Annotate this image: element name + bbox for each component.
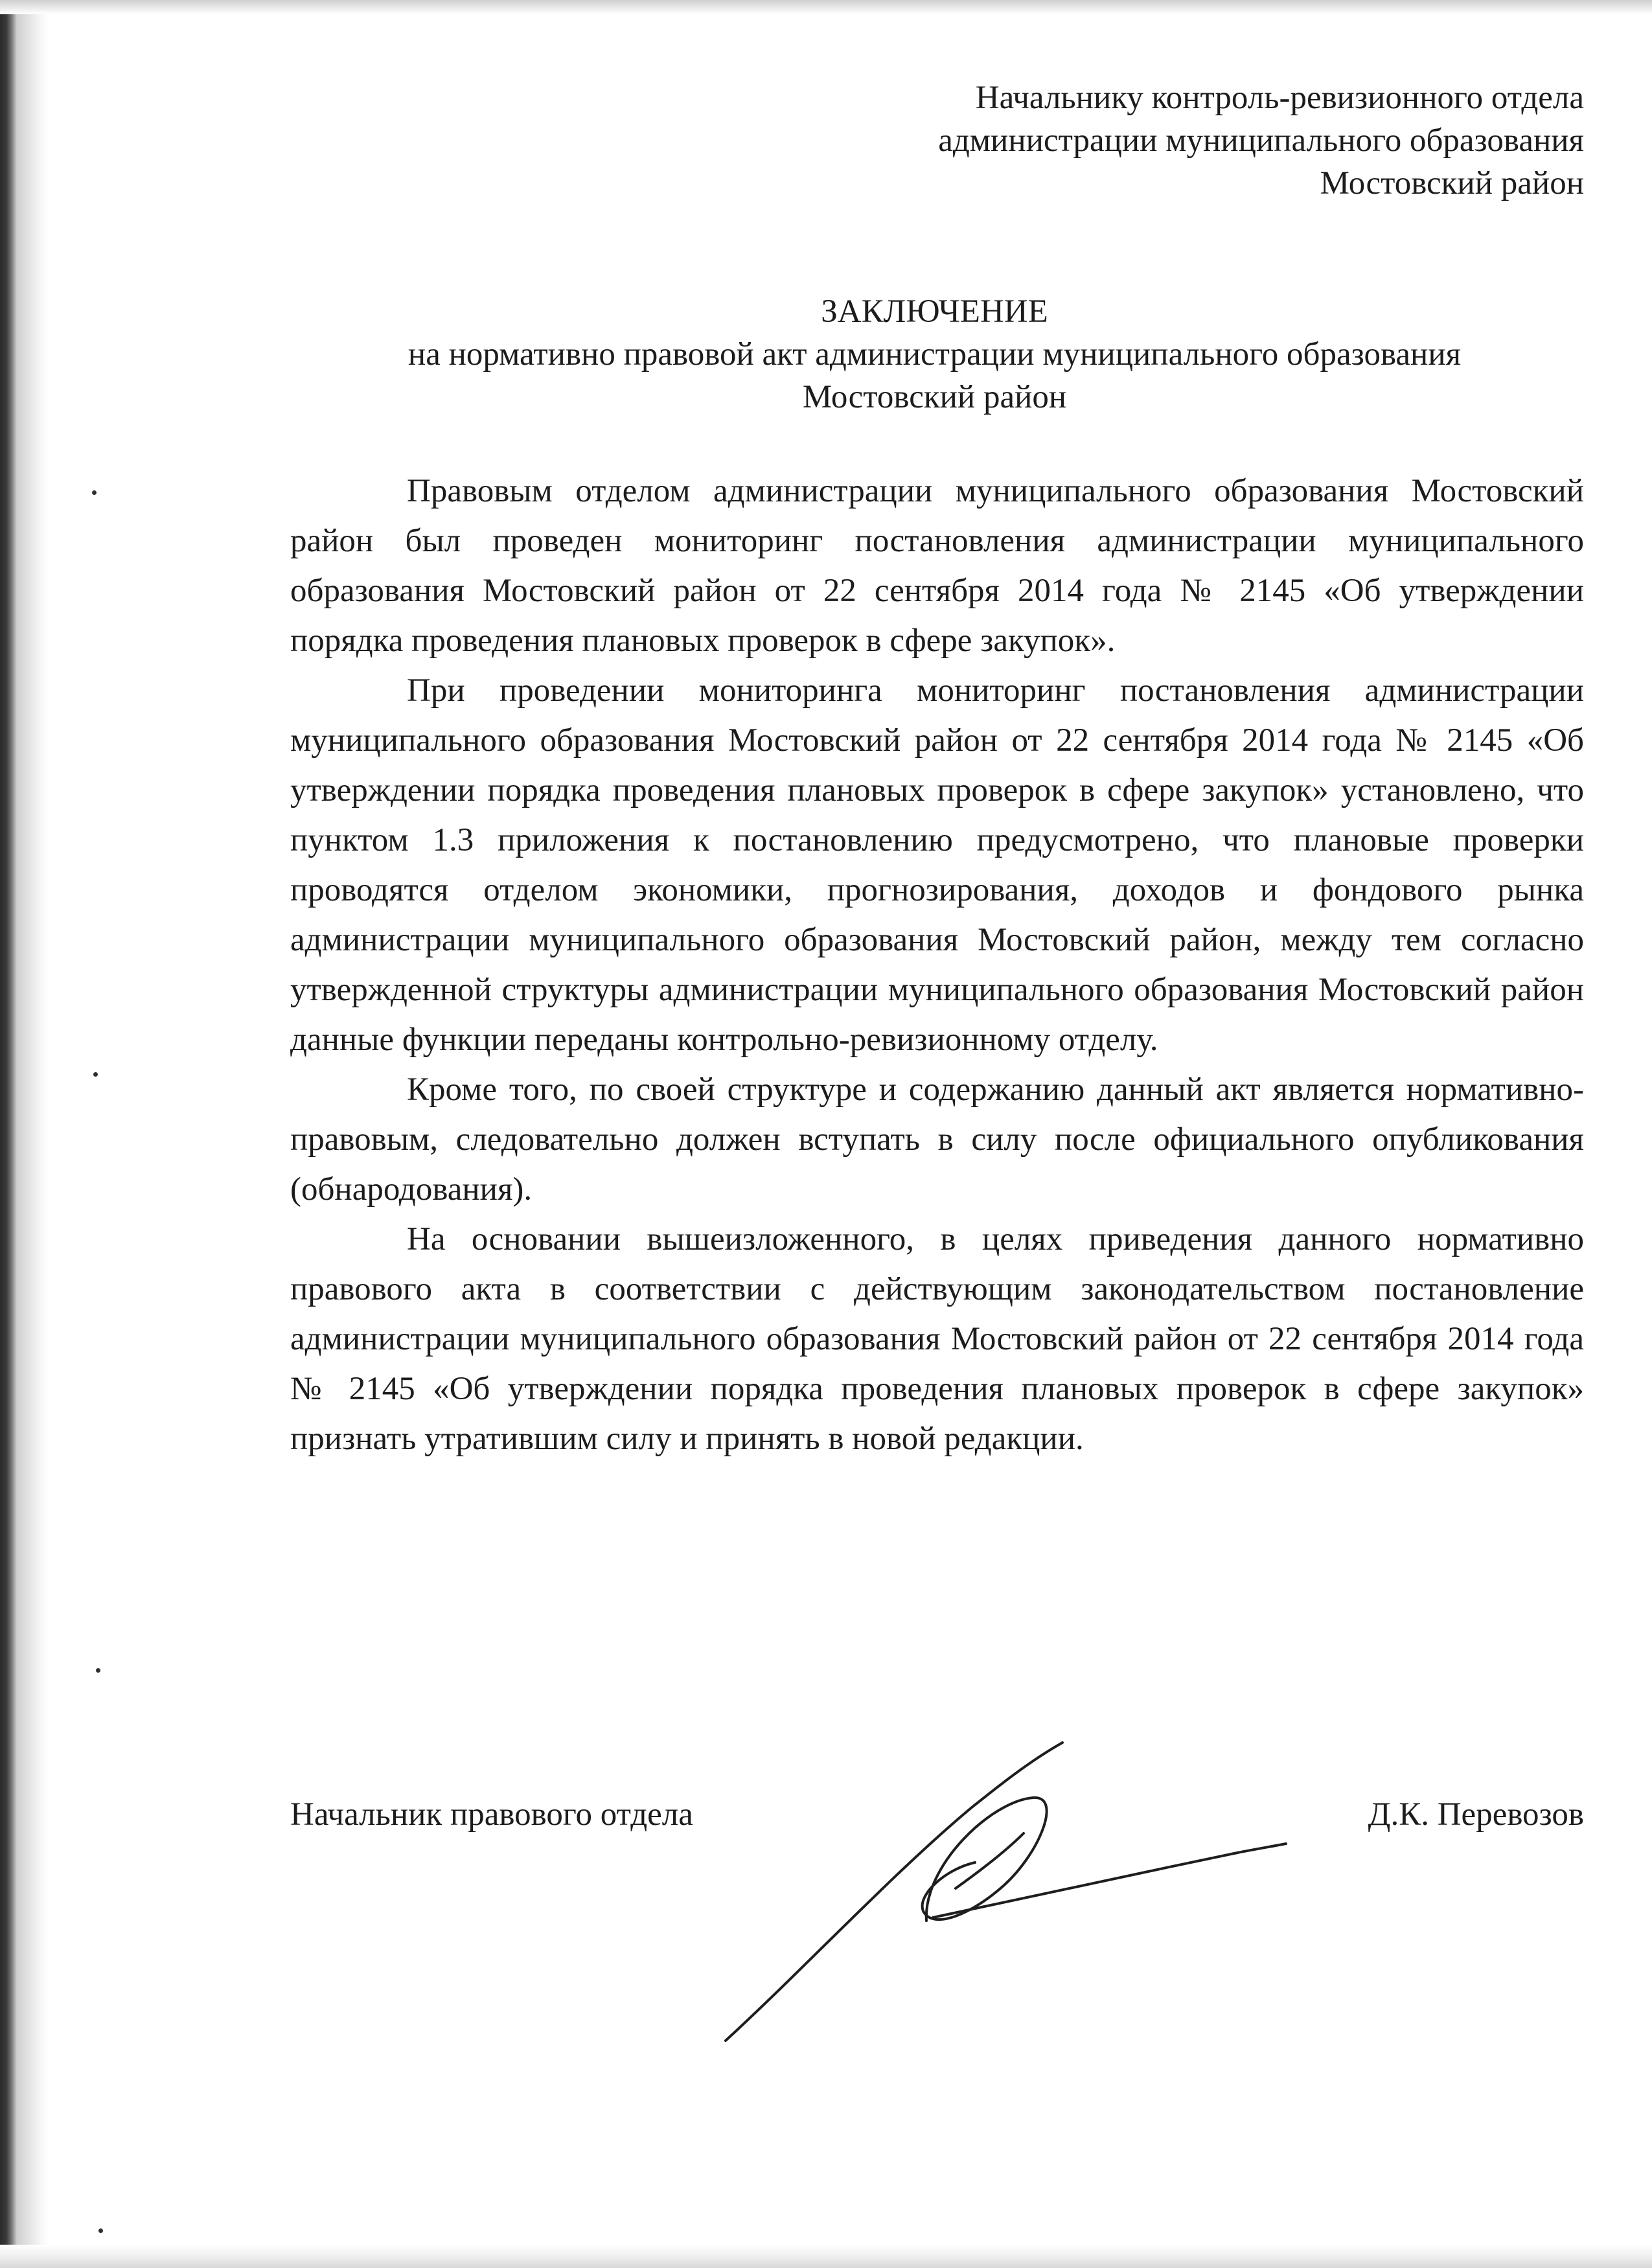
body-paragraph: Правовым отделом администрации муниципального образования Мостовский район был проведен мониторинг постановления администрации муниципального образования Мостовский район от 22 сентября 2014 года № 2145 «Об утверждении порядка проведения плановых проверок в сфере закупок». — [290, 473, 1584, 659]
addressee-line-1: Начальнику контроль-ревизионного отдела — [975, 80, 1584, 116]
scan-speck — [98, 2228, 103, 2233]
body-paragraph: При проведении мониторинга мониторинг постановления администрации муниципального образования Мостовский район от 22 сентября 2014 года № 2145 «Об утверждении порядка проведения плановых проверок в сфере закупок» установлено, что пунктом 1.3 приложения к постановлению предусмотрено, что плановые проверки проводятся отделом экономики, прогнозирования, доходов и фондового рынка администрации муниципального образования Мостовский район, между тем согласно утвержденной структуры администрации муниципального образования Мостовский район данные функции переданы контрольно-ревизионному отделу. — [290, 672, 1584, 1058]
addressee-line-2: администрации муниципального образования — [938, 122, 1584, 159]
body-paragraph: На основании вышеизложенного, в целях приведения данного нормативно правового акта в соответствии с действующим законодательством постановление администрации муниципального образования Мостовский район от 22 сентября 2014 года № 2145 «Об утверждении порядка проведения плановых проверок в сфере закупок» признать утратившим силу и принять в новой редакции. — [290, 1221, 1584, 1457]
document-title-block — [285, 290, 1584, 418]
document-subtitle-line-2: Мостовский район — [802, 379, 1067, 415]
addressee-line-3: Мостовский район — [1320, 165, 1584, 201]
handwritten-signature — [700, 1736, 1322, 2073]
signatory-name: Д.К. Перевозов — [1368, 1796, 1584, 1833]
document-subtitle-line-1: на нормативно правовой акт администрации муниципального образования — [407, 336, 1462, 372]
document-body — [290, 466, 1584, 1464]
addressee-block — [777, 76, 1584, 205]
scan-left-edge — [0, 0, 49, 2268]
document-title: ЗАКЛЮЧЕНИЕ — [821, 293, 1048, 330]
body-paragraph: Кроме того, по своей структуре и содержанию данный акт является нормативно-правовым, следовательно должен вступать в силу после официального опубликования (обнародования). — [290, 1071, 1584, 1208]
scan-speck — [93, 1072, 98, 1077]
scan-top-edge — [0, 0, 1652, 14]
scan-speck — [96, 1668, 100, 1673]
signatory-role: Начальник правового отдела — [290, 1796, 693, 1833]
scan-speck — [92, 490, 97, 495]
scan-bottom-edge — [0, 2245, 1652, 2268]
